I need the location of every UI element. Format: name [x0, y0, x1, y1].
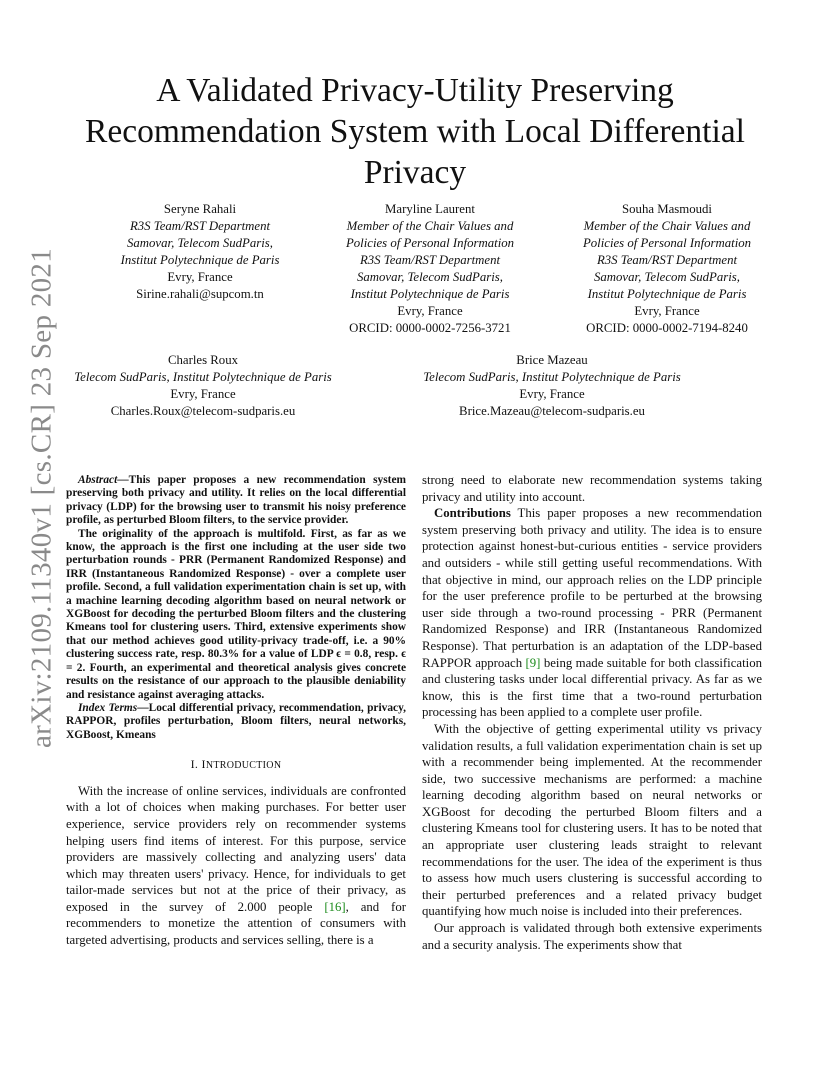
author-name: Charles Roux [167, 353, 239, 367]
paragraph: With the objective of getting experimental utility vs privacy validation results, a full validation experimentation chain is set up with a recommender being implemented. At the recommender side, two successive mechanisms are performed: a machine learning decoding algorithm based on neural networks or XGBoost for decoding the perturbed Bloom filters and a clustering Kmeans tool for clustering users. It has to be noted that an appropriate user clustering leads straight to relevant recommendations for the user. The idea of the experiment is thus to assess how much users clustering is successful according to their perturbed preferences and a related privacy budget quantifying how much noise is included into their preferences. [422, 721, 762, 919]
contributions-text: being made suitable for both classification and clustering tasks under local differential privacy. As far as we know, this is the first time that a two-round perturbation processing has been applied to a complete user profile. [422, 655, 762, 720]
index-terms-lead: Index Terms [78, 701, 138, 714]
author-block-1 [100, 201, 300, 303]
paragraph-continuation: strong need to elaborate new recommendation systems taking privacy and utility into account. [422, 473, 762, 504]
author-location: Evry, France [170, 387, 236, 401]
abstract-paragraph-1: —This paper proposes a new recommendation system preserving both privacy and utility. It relies on the local differential privacy (LDP) for the browsing user to transmit his noisy preference profile, as perturbed Bloom filters, to the service provider. [66, 474, 406, 527]
author-location: Evry, France [519, 387, 585, 401]
index-terms: —Local differential privacy, recommendation, privacy, RAPPOR, profiles perturbation, Bloom filters, neural networks, XGBoost, Kmeans [66, 701, 406, 741]
author-affiliation: R3S Team/RST Department [359, 253, 501, 267]
author-affiliation: Samovar, Telecom SudParis, [594, 270, 740, 284]
author-email: Brice.Mazeau@telecom-sudparis.eu [459, 404, 645, 418]
author-block-4 [58, 352, 348, 420]
author-affiliation: Member of the Chair Values and [346, 219, 514, 233]
author-location: Evry, France [397, 304, 463, 318]
author-location: Evry, France [167, 270, 233, 284]
introduction-body [66, 783, 406, 949]
arxiv-sidebar [18, 247, 66, 749]
author-orcid: ORCID: 0000-0002-7256-3721 [349, 321, 511, 335]
contributions-text: This paper proposes a new recommendation system preserving both privacy and utility. The idea is to ensure protection against honest-but-curious entities - service providers and outsiders - while still getting useful recommendations. With that objective in mind, our approach relies on the LDP principle for the user preference profile to be perturbed at the browsing user side through a two-round processing - PRR (Permanent Randomized Response) and IRR (Instantaneous Randomized Response). That perturbation is an adaptation of the LDP-based RAPPOR approach [422, 506, 762, 670]
abstract [66, 474, 406, 742]
author-name: Souha Masmoudi [622, 202, 712, 216]
author-affiliation: R3S Team/RST Department [596, 253, 738, 267]
citation-link[interactable]: [16] [324, 899, 346, 914]
author-affiliation: Policies of Personal Information [345, 236, 515, 250]
intro-text: With the increase of online services, individuals are confronted with a lot of choices when making purchases. For better user experience, service providers rely on recommender systems helping users find items of interest. For this purpose, service providers are massively collecting and analyzing users' data which may threaten users' privacy. Hence, for individuals to get tailor-made services but not at the price of their privacy, as exposed in the survey of 2.000 people [66, 783, 406, 914]
author-affiliation: Telecom SudParis, Institut Polytechnique de Paris [74, 370, 332, 384]
citation-link[interactable]: [9] [525, 655, 541, 670]
author-affiliation: Institut Polytechnique de Paris [587, 287, 747, 301]
right-column [422, 472, 762, 953]
author-affiliation: Institut Polytechnique de Paris [350, 287, 510, 301]
author-affiliation: R3S Team/RST Department [129, 219, 271, 233]
author-block-2 [318, 201, 542, 337]
author-name: Brice Mazeau [516, 353, 588, 367]
author-orcid: ORCID: 0000-0002-7194-8240 [586, 321, 748, 335]
author-name: Maryline Laurent [385, 202, 475, 216]
contributions-lead: Contributions [434, 506, 511, 521]
author-location: Evry, France [634, 304, 700, 318]
author-affiliation: Telecom SudParis, Institut Polytechnique de Paris [423, 370, 681, 384]
author-affiliation: Member of the Chair Values and [583, 219, 751, 233]
author-email: Sirine.rahali@supcom.tn [136, 287, 264, 301]
abstract-paragraph-2: The originality of the approach is multifold. First, as far as we know, the approach is the first one including at the user side two perturbation rounds - PRR (Permanent Randomized Response) and IRR (Instantaneous Randomized Response) - over a complete user profile. Second, a full validation experimentation chain is set up, with a machine learning decoding algorithm based on neural network or XGBoost for decoding the perturbed Bloom filters and the clustering Kmeans tool for clustering users. Third, extensive experiments show that our method achieves good utility-privacy trade-off, i.e. a 90% clustering success rate, resp. 80.3% for a value of LDP ϵ = 0.8, resp. ϵ = 2. Fourth, an experimental and theoretical analysis gives concrete results on the resistance of our approach to the plausible deniability and resistance against averaging attacks. [66, 527, 406, 701]
author-block-3 [555, 201, 779, 337]
author-affiliation: Samovar, Telecom SudParis, [127, 236, 273, 250]
author-name: Seryne Rahali [163, 202, 237, 216]
abstract-lead: Abstract [78, 474, 118, 486]
intro-text: , and for recommenders to monetize the attention of consumers with targeted advertising, products and services selling, there is a [66, 899, 406, 948]
paragraph: Our approach is validated through both extensive experiments and a security analysis. The experiments show that [422, 921, 762, 952]
author-affiliation: Institut Polytechnique de Paris [120, 253, 280, 267]
section-heading-introduction: I. INTRODUCTION [190, 757, 282, 772]
author-affiliation: Policies of Personal Information [582, 236, 752, 250]
arxiv-identifier: arXiv:2109.11340v1 [cs.CR] 23 Sep 2021 [25, 247, 58, 749]
right-body [422, 472, 762, 953]
paper-title: A Validated Privacy-Utility Preserving Recommendation System with Local Differential Privacy [85, 72, 745, 191]
author-affiliation: Samovar, Telecom SudParis, [357, 270, 503, 284]
author-email: Charles.Roux@telecom-sudparis.eu [110, 404, 296, 418]
author-block-5 [402, 352, 702, 420]
left-column [66, 474, 406, 949]
